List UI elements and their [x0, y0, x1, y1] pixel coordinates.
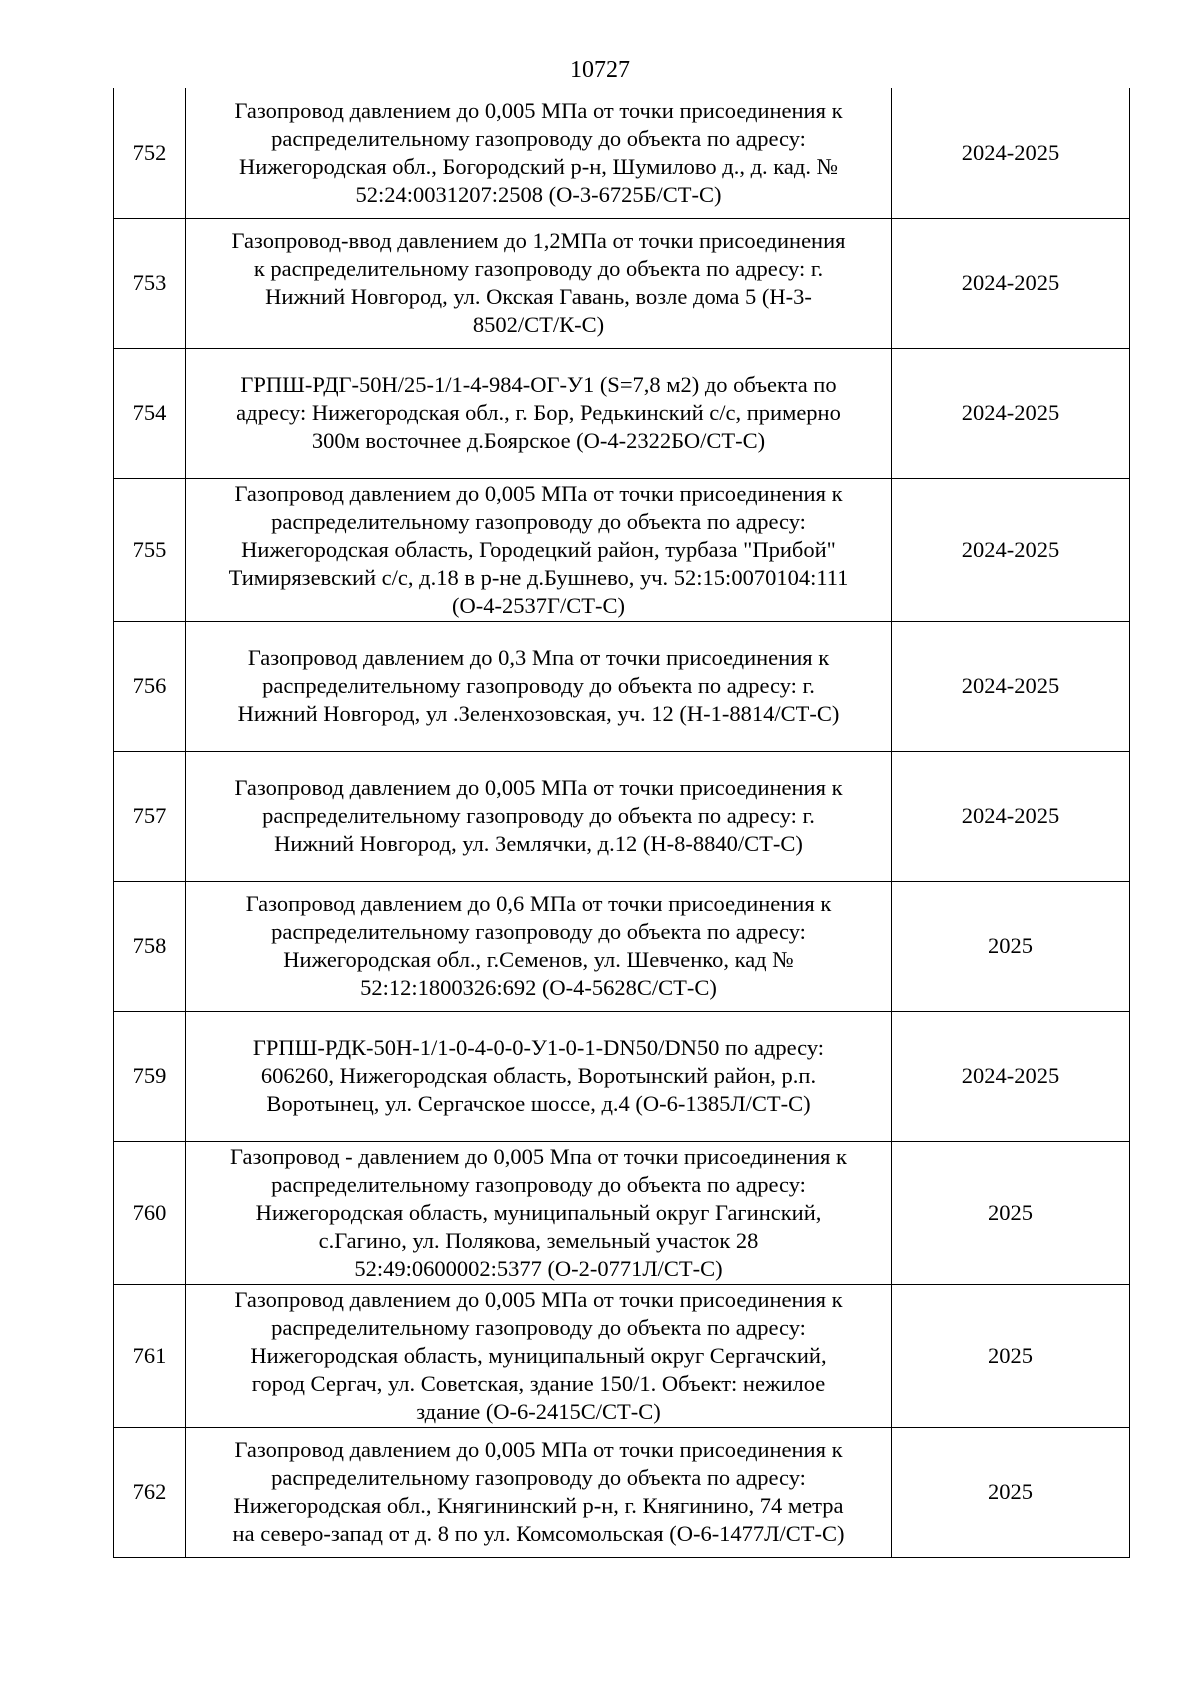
row-description: Газопровод давлением до 0,005 МПа от точки присоединения к распределительному газопроводу до объекта по адресу: г. Нижний Новгород, ул. Землячки, д.12 (Н-8-8840/СТ-С) — [186, 751, 892, 881]
row-number: 756 — [114, 621, 186, 751]
row-number: 753 — [114, 218, 186, 348]
table-row — [114, 218, 1130, 348]
row-years: 2025 — [892, 1284, 1130, 1427]
row-years: 2024-2025 — [892, 88, 1130, 218]
row-description: Газопровод - давлением до 0,005 Мпа от точки присоединения к распределительному газопроводу до объекта по адресу: Нижегородская область, муниципальный округ Гагинский, с.Гагино, ул. Полякова, земельный участок 28 52:49:0600002:5377 (О-2-0771Л/СТ-С) — [186, 1141, 892, 1284]
table-row — [114, 751, 1130, 881]
table-row — [114, 881, 1130, 1011]
table-row — [114, 348, 1130, 478]
row-years: 2025 — [892, 881, 1130, 1011]
row-description: ГРПШ-РДК-50Н-1/1-0-4-0-0-У1-0-1-DN50/DN50 по адресу: 606260, Нижегородская область, Воротынский район, р.п. Воротынец, ул. Сергачское шоссе, д.4 (О-6-1385Л/СТ-С) — [186, 1011, 892, 1141]
row-years: 2024-2025 — [892, 348, 1130, 478]
row-description: Газопровод давлением до 0,005 МПа от точки присоединения к распределительному газопроводу до объекта по адресу: Нижегородская область, муниципальный округ Сергачский, город Сергач, ул. Советская, здание 150/1. Объект: нежилое здание (О-6-2415С/СТ-С) — [186, 1284, 892, 1427]
row-description: Газопровод давлением до 0,3 Мпа от точки присоединения к распределительному газопроводу до объекта по адресу: г. Нижний Новгород, ул .Зеленхозовская, уч. 12 (Н-1-8814/СТ-С) — [186, 621, 892, 751]
row-description: Газопровод давлением до 0,005 МПа от точки присоединения к распределительному газопроводу до объекта по адресу: Нижегородская область, Городецкий район, турбаза "Прибой" Тимирязевский с/с, д.18 в р-не д.Бушнево, уч. 52:15:0070104:111 (О-4-2537Г/СТ-С) — [186, 478, 892, 621]
table-row — [114, 621, 1130, 751]
table-row — [114, 88, 1130, 218]
projects-table — [113, 88, 1130, 1558]
row-description: ГРПШ-РДГ-50Н/25-1/1-4-984-ОГ-У1 (S=7,8 м2) до объекта по адресу: Нижегородская обл., г. Бор, Редькинский с/с, примерно 300м восточнее д.Боярское (О-4-2322БО/СТ-С) — [186, 348, 892, 478]
row-years: 2025 — [892, 1427, 1130, 1557]
table-row — [114, 1284, 1130, 1427]
row-description: Газопровод давлением до 0,005 МПа от точки присоединения к распределительному газопроводу до объекта по адресу: Нижегородская обл., Богородский р-н, Шумилово д., д. кад. № 52:24:0031207:2508 (О-3-6725Б/СТ-С) — [186, 88, 892, 218]
row-description: Газопровод давлением до 0,6 МПа от точки присоединения к распределительному газопроводу до объекта по адресу: Нижегородская обл., г.Семенов, ул. Шевченко, кад № 52:12:1800326:692 (О-4-5628С/СТ-С) — [186, 881, 892, 1011]
row-number: 759 — [114, 1011, 186, 1141]
row-description: Газопровод-ввод давлением до 1,2МПа от точки присоединения к распределительному газопроводу до объекта по адресу: г. Нижний Новгород, ул. Окская Гавань, возле дома 5 (Н-3- 8502/СТ/К-С) — [186, 218, 892, 348]
row-number: 757 — [114, 751, 186, 881]
table-row — [114, 1011, 1130, 1141]
row-years: 2024-2025 — [892, 621, 1130, 751]
row-number: 754 — [114, 348, 186, 478]
row-years: 2024-2025 — [892, 218, 1130, 348]
row-description: Газопровод давлением до 0,005 МПа от точки присоединения к распределительному газопроводу до объекта по адресу: Нижегородская обл., Княгининский р-н, г. Княгинино, 74 метра на северо-запад от д. 8 по ул. Комсомольская (О-6-1477Л/СТ-С) — [186, 1427, 892, 1557]
table-row — [114, 1427, 1130, 1557]
row-years: 2024-2025 — [892, 751, 1130, 881]
row-number: 758 — [114, 881, 186, 1011]
row-number: 760 — [114, 1141, 186, 1284]
table-row — [114, 1141, 1130, 1284]
row-number: 755 — [114, 478, 186, 621]
row-number: 752 — [114, 88, 186, 218]
row-years: 2025 — [892, 1141, 1130, 1284]
row-years: 2024-2025 — [892, 1011, 1130, 1141]
page-number: 10727 — [570, 57, 630, 83]
row-years: 2024-2025 — [892, 478, 1130, 621]
row-number: 762 — [114, 1427, 186, 1557]
table-row — [114, 478, 1130, 621]
row-number: 761 — [114, 1284, 186, 1427]
